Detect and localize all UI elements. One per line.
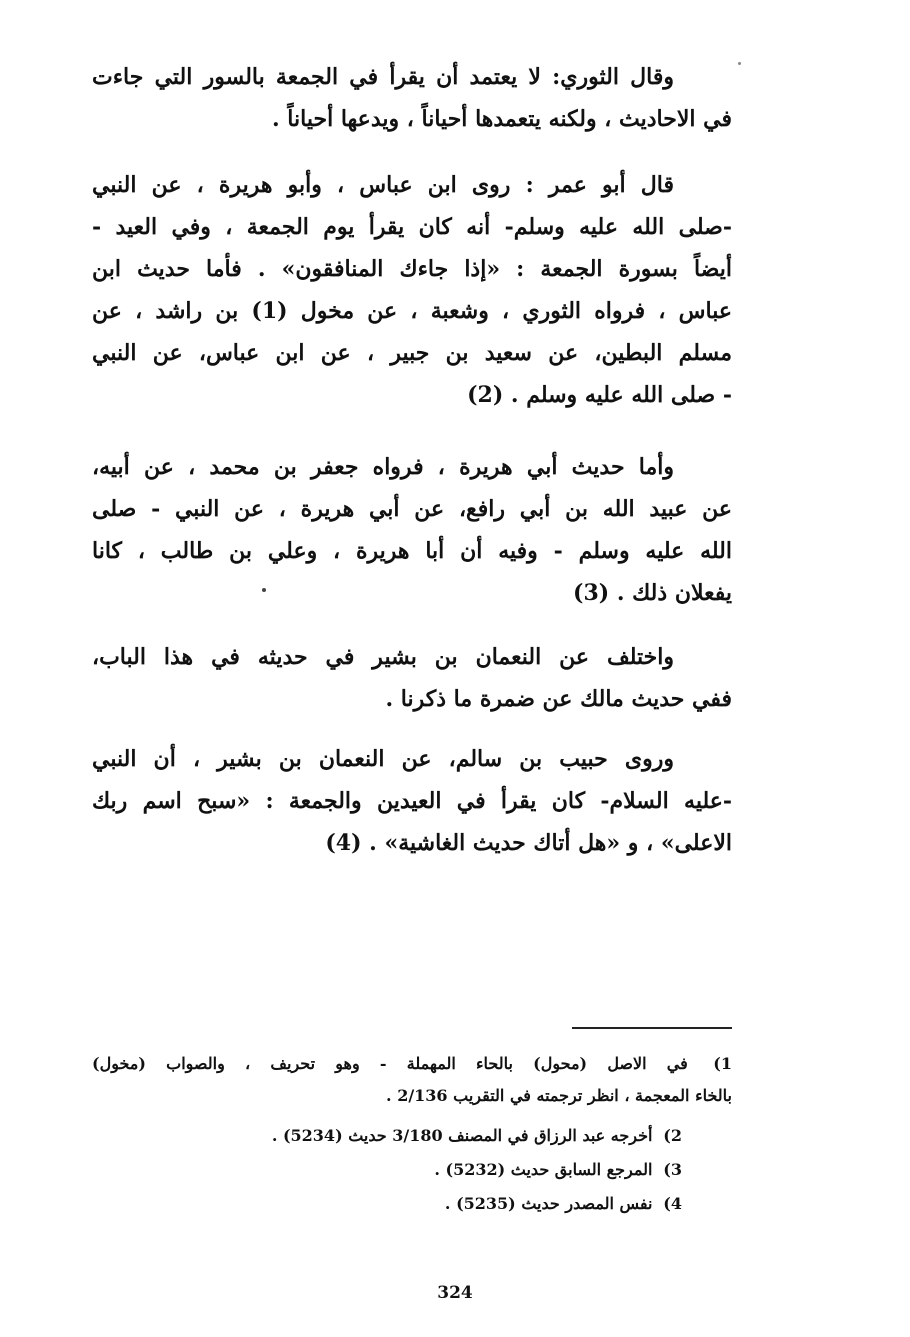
paragraph-line: -عليه السلام- كان يقرأ في العيدين والجمعة : «سبح اسم ربك	[92, 788, 732, 814]
paragraph-line: ففي حديث مالك عن ضمرة ما ذكرنا .	[385, 686, 732, 712]
paragraph-line: -صلى الله عليه وسلم- أنه كان يقرأ يوم الجمعة ، وفي العيد -	[92, 214, 732, 240]
footnote-line	[92, 1154, 732, 1186]
footnote-line: بالخاء المعجمة ، انظر ترجمته في التقريب 2/136 .	[386, 1086, 732, 1105]
page-number: 324	[437, 1283, 473, 1303]
paragraph-4	[92, 636, 732, 720]
footnote-4	[92, 1188, 732, 1220]
footnote-text: أخرجه عبد الرزاق في المصنف 3/180 حديث (5234) .	[271, 1126, 653, 1145]
paragraph-line: مسلم البطين، عن سعيد بن جبير ، عن ابن عباس، عن النبي	[92, 340, 732, 366]
footnote-3	[92, 1154, 732, 1186]
footnote-number: 2)	[663, 1126, 682, 1145]
footnote-line	[92, 1120, 732, 1152]
footnote-separator	[572, 1027, 732, 1029]
paragraph-line: عن عبيد الله بن أبي رافع، عن أبي هريرة ، عن النبي - صلى	[92, 496, 732, 522]
footnote-1	[92, 1048, 732, 1112]
footnote-2	[92, 1120, 732, 1152]
paragraph-line: في الاحاديث ، ولكنه يتعمدها أحياناً ، ويدعها أحياناً .	[271, 106, 732, 132]
footnote-text: نفس المصدر حديث (5235) .	[444, 1194, 653, 1213]
paragraph-line: عباس ، فرواه الثوري ، وشعبة ، عن مخول (1) بن راشد ، عن	[92, 298, 732, 324]
scan-speck	[738, 62, 741, 65]
paragraph-line: - صلى الله عليه وسلم . (2)	[467, 382, 732, 408]
paragraph-line: وقال الثوري: لا يعتمد أن يقرأ في الجمعة بالسور التي جاءت	[92, 64, 674, 90]
footnote-number: 4)	[663, 1194, 682, 1213]
paragraph-line: واختلف عن النعمان بن بشير في حديثه في هذا الباب،	[92, 644, 674, 670]
paragraph-line: قال أبو عمر : روى ابن عباس ، وأبو هريرة ، عن النبي	[92, 172, 674, 198]
footnote-line	[92, 1188, 732, 1220]
paragraph-line: أيضاً بسورة الجمعة : «إذا جاءك المنافقون» . فأما حديث ابن	[92, 256, 732, 282]
paragraph-line: الاعلى» ، و «هل أتاك حديث الغاشية» . (4)	[325, 830, 732, 856]
paragraph-1	[92, 56, 732, 140]
paragraph-line: وروى حبيب بن سالم، عن النعمان بن بشير ، أن النبي	[92, 746, 674, 772]
footnote-text: المرجع السابق حديث (5232) .	[434, 1160, 653, 1179]
footnote-number: 1)	[713, 1054, 732, 1073]
footnote-number: 3)	[663, 1160, 682, 1179]
paragraph-3	[92, 446, 732, 614]
paragraph-line: الله عليه وسلم - وفيه أن أبا هريرة ، وعلي بن طالب ، كانا	[92, 538, 732, 564]
paragraph-line: وأما حديث أبي هريرة ، فرواه جعفر بن محمد ، عن أبيه،	[92, 454, 674, 480]
paragraph-line: يفعلان ذلك . (3)	[573, 580, 732, 606]
paragraph-2	[92, 164, 732, 416]
paragraph-5	[92, 738, 732, 864]
footnote-line	[92, 1048, 732, 1080]
scan-speck	[262, 588, 266, 592]
footnote-text: في الاصل (محول) بالحاء المهملة - وهو تحريف ، والصواب (مخول)	[92, 1054, 688, 1073]
